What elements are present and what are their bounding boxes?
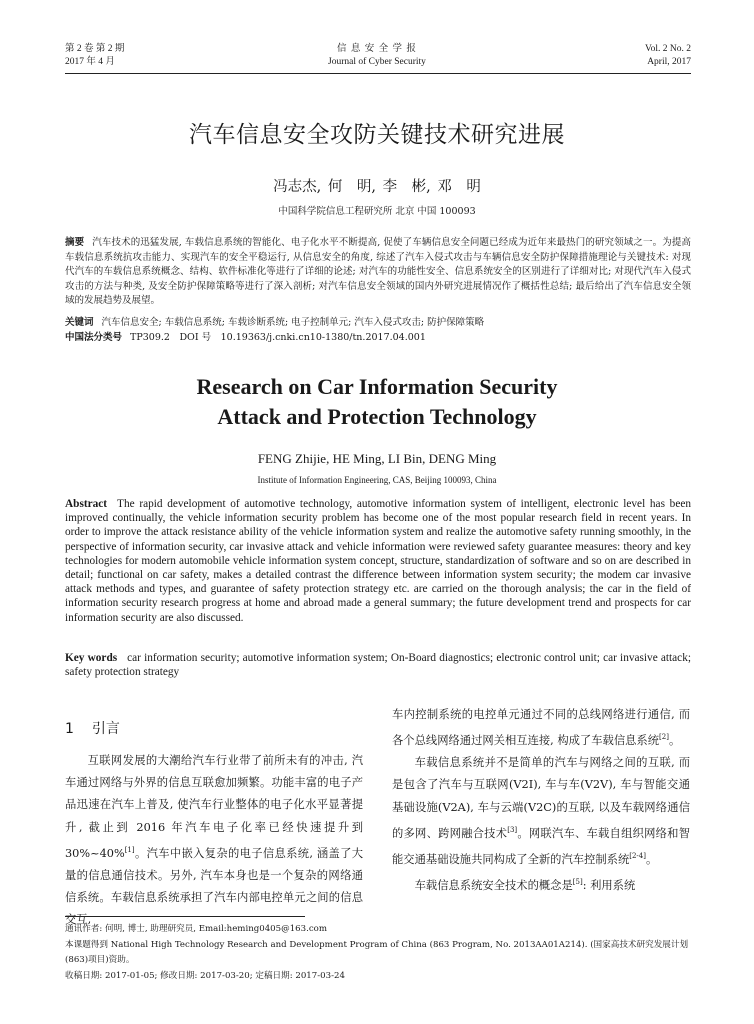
paragraph-text: 。网联汽车、车载自组织网络和智能交通基础设施共同构成了全新的汽车控制系统 bbox=[392, 826, 690, 866]
date-en: April, 2017 bbox=[647, 57, 691, 67]
paper-title-cn: 汽车信息安全攻防关键技术研究进展 bbox=[189, 122, 565, 148]
authors-cn: 冯志杰, 何 明, 李 彬, 邓 明 bbox=[273, 179, 481, 195]
paper-title-en-line2: Attack and Protection Technology bbox=[217, 404, 537, 429]
abstract-en bbox=[65, 497, 691, 625]
paragraph bbox=[65, 750, 363, 931]
volume-issue-en: Vol. 2 No. 2 bbox=[644, 44, 691, 54]
paragraph-text: 。 bbox=[668, 733, 681, 747]
abstract-text-cn: 汽车技术的迅猛发展, 车载信息系统的智能化、电子化水平不断提高, 促使了车辆信息安全问题已经成为近年来最热门的研究领域之一。为提高车载信息系统抗攻击能力、实现汽车的安全平稳运行, 从信息安全的角度, 综述了汽车入侵式攻击与车辆信息安全防护保障措施理论与关键技术: 对现代汽车的车载信息系统概念、结构、软件标准化等进行了详细的论述; 对汽车的功能性安全、信息系统安全的区别进行了详细对比; 对现代汽车入侵式攻击的方法与种类, 及安全防护保障策略等进行了深入剖析; 对汽车信息安全领域的国内外研究进展情况作了概括性总结; 最后给出了汽车信息安全领域的发展趋势及展望。 bbox=[65, 237, 691, 306]
classification-doi: TP309.2 DOI 号 10.19363/j.cnki.cn10-1380/tn.2017.04.001 bbox=[130, 332, 426, 343]
date-cn: 2017 年 4 月 bbox=[65, 57, 115, 67]
section-number: 1 bbox=[65, 721, 74, 737]
paragraph-text: 。 bbox=[645, 852, 658, 866]
affiliation-cn: 中国科学院信息工程研究所 北京 中国 100093 bbox=[278, 206, 476, 217]
keywords-cn bbox=[65, 316, 691, 331]
footnote-funding: 本课题得到 National High Technology Research and Development Program of China (863 Program, No. 2013AA01A214). (国家高技术研究发展计划(863)项目)资助。 bbox=[65, 939, 689, 966]
citation: [2] bbox=[659, 733, 669, 742]
journal-issue-en bbox=[645, 43, 691, 69]
citation: [3] bbox=[507, 825, 518, 834]
abstract-text-en: The rapid development of automotive technology, automotive information system of intelligent, electronic level has been improved continually, the vehicle information security problem has become one of the most popular research field in recent years. In order to improve the attack resistance ability of the vehicle information system and realize the automotive safety running smoothly, in the perspective of information security, car invasive attack and vehicle information were reviewed safety guarantee measures: theory and key technologies for modern automobile vehicle information system concept, structure, standardization of software and so on are described in detail; functional on car safety, makes a detailed contrast the difference between information system security; the modem car invasive attack methods and types, and guarantee of safety protection strategy etc. are carried on the thorough analysis; the car in the field of information security research progress at home and abroad made a general summary; the future development trend and prospects for car information security are also discussed. bbox=[65, 498, 691, 624]
paragraph-text: 互联网发展的大潮给汽车行业带了前所未有的冲击, 汽车通过网络与外界的信息互联愈加频繁。功能丰富的电子产品迅速在汽车上普及, 使汽车行业整体的电子化水平显著提升, 截止到 2016 年汽车电子化率已经快速提升到 30%~40% bbox=[65, 754, 363, 860]
body-column-left bbox=[65, 720, 363, 931]
paragraph bbox=[392, 752, 690, 871]
footnotes bbox=[65, 922, 693, 984]
footnote-rule bbox=[65, 916, 305, 917]
section-title: 引言 bbox=[91, 721, 120, 737]
header-rule bbox=[65, 73, 691, 74]
footnote-corresponding-author: 通讯作者: 何明, 博士, 助理研究员, Email:heming0405@163.com bbox=[65, 924, 327, 934]
affiliation-en: Institute of Information Engineering, CAS, Beijing 100093, China bbox=[257, 475, 497, 485]
abstract-label-en: Abstract bbox=[65, 498, 108, 510]
abstract-cn bbox=[65, 236, 691, 309]
paragraph-text: 。汽车中嵌入复杂的电子信息系统, 涵盖了大量的信息通信技术。另外, 汽车本身也是一个复杂的网络通信系统。车载信息系统承担了汽车内部电控单元之间的信息交互, bbox=[65, 846, 363, 927]
keywords-text-cn: 汽车信息安全; 车载信息系统; 车载诊断系统; 电子控制单元; 汽车入侵式攻击; 防护保障策略 bbox=[101, 317, 485, 328]
paragraph bbox=[392, 704, 690, 752]
paragraph bbox=[392, 871, 690, 897]
footnote-dates: 收稿日期: 2017-01-05; 修改日期: 2017-03-20; 定稿日期: 2017-03-24 bbox=[65, 970, 345, 981]
paragraph-text: 车载信息系统并不是简单的汽车与网络之间的互联, 而是包含了汽车与互联网(V2I), 车与车(V2V), 车与智能交通基础设施(V2A), 车与云端(V2C)的互联, 以及车载网络通信的多网、跨网融合技术 bbox=[392, 756, 690, 840]
classification bbox=[65, 331, 691, 346]
keywords-label-cn: 关键词 bbox=[65, 317, 94, 328]
citation: [2-4] bbox=[629, 851, 646, 860]
journal-name-en: Journal of Cyber Security bbox=[328, 57, 426, 67]
citation: [1] bbox=[124, 845, 135, 854]
journal-name bbox=[0, 43, 754, 69]
keywords-en bbox=[65, 651, 691, 679]
journal-name-cn: 信 息 安 全 学 报 bbox=[337, 44, 417, 54]
paper-title-en-line1: Research on Car Information Security bbox=[196, 374, 558, 399]
citation: [5] bbox=[572, 877, 583, 886]
paragraph-text: 车载信息系统安全技术的概念是 bbox=[414, 878, 573, 892]
paper-title-en bbox=[0, 372, 754, 432]
paragraph-text: 车内控制系统的电控单元通过不同的总线网络进行通信, 而各个总线网络通过网关相互连接, 构成了车载信息系统 bbox=[392, 708, 690, 747]
body-column-right bbox=[392, 704, 690, 897]
volume-issue-cn: 第 2 卷 第 2 期 bbox=[65, 44, 125, 54]
authors-en: FENG Zhijie, HE Ming, LI Bin, DENG Ming bbox=[257, 451, 497, 466]
abstract-label-cn: 摘要 bbox=[65, 237, 85, 248]
classification-label: 中国法分类号 bbox=[65, 332, 123, 343]
paragraph-text: : 利用系统 bbox=[582, 878, 636, 892]
keywords-label-en: Key words bbox=[65, 652, 118, 664]
section-heading bbox=[65, 720, 363, 738]
keywords-text-en: car information security; automotive information system; On-Board diagnostics; electronic control unit; car invasive attack; safety protection strategy bbox=[65, 652, 691, 679]
